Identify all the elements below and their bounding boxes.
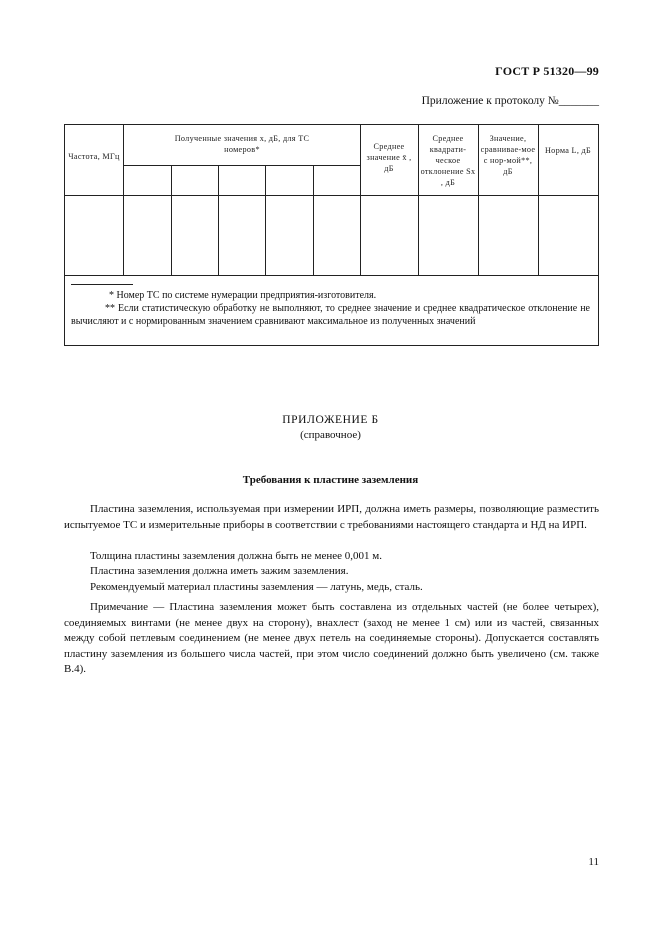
footnote-1: * Номер ТС по системе нумерации предприятия-изготовителя. [109, 290, 377, 301]
appendix-title: ПРИЛОЖЕНИЕ Б [282, 414, 379, 426]
col-line [123, 125, 124, 275]
sub-col-line [218, 165, 219, 275]
sub-col-line [265, 165, 266, 275]
col-line [418, 125, 419, 275]
header-divider [65, 195, 598, 196]
paragraph: Пластина заземления, используемая при измерении ИРП, должна иметь размеры, позволяющие разместить испытуемое ТС и измерительные приборы в соответствии с требованиями настоящего стандарта и НД на ИРП. [64, 503, 599, 531]
footnote-rule [71, 284, 133, 285]
paragraph: Рекомендуемый материал пластины заземления — латунь, медь, сталь. [90, 581, 423, 593]
col-line [478, 125, 479, 275]
header-values-group: Полученные значения x, дБ, для ТС номеров* [174, 134, 310, 154]
col-line [360, 125, 361, 275]
header-frequency: Частота, МГц [68, 152, 120, 161]
header-mean: Среднее значение x̄ , дБ [366, 142, 412, 173]
subgroup-divider [123, 165, 360, 166]
header-compared: Значение, сравнивае-мое с нор-мой**, дБ [480, 134, 536, 176]
sub-col-line [313, 165, 314, 275]
paragraph: Толщина пластины заземления должна быть не менее 0,001 м. [90, 550, 382, 562]
document-id: ГОСТ Р 51320—99 [495, 64, 599, 78]
header-std: Среднее квадрати-ческое отклонение Sx , дБ [420, 134, 476, 187]
sub-col-line [171, 165, 172, 275]
header-norm: Норма L, дБ [544, 146, 592, 155]
protocol-table [64, 124, 599, 346]
protocol-appendix-ref: Приложение к протоколу №_______ [421, 95, 599, 107]
paragraph: Пластина заземления должна иметь зажим заземления. [90, 565, 349, 577]
note-paragraph: Примечание — Пластина заземления может быть составлена из отдельных частей (не более четырех), соединяемых винтами (не менее двух на сторону), внахлест (заход не менее 1 см) или из частей, связанных между собой петлевым соединением (не менее двух петель на соединяемые стороны). Допускается составлять пластину заземления из большего числа частей, при этом число соединений должно быть увеличено (см. также В.4). [64, 601, 599, 675]
notes-divider [65, 275, 598, 276]
section-title: Требования к пластине заземления [242, 474, 419, 486]
col-line [538, 125, 539, 275]
page-number: 11 [588, 856, 599, 868]
appendix-subtitle: (справочное) [300, 429, 361, 441]
footnote-2: ** Если статистическую обработку не выполняют, то среднее значение и среднее квадратическое отклонение не вычисляют и с нормированным значением сравнивают максимальное из полученных значений [71, 303, 590, 327]
